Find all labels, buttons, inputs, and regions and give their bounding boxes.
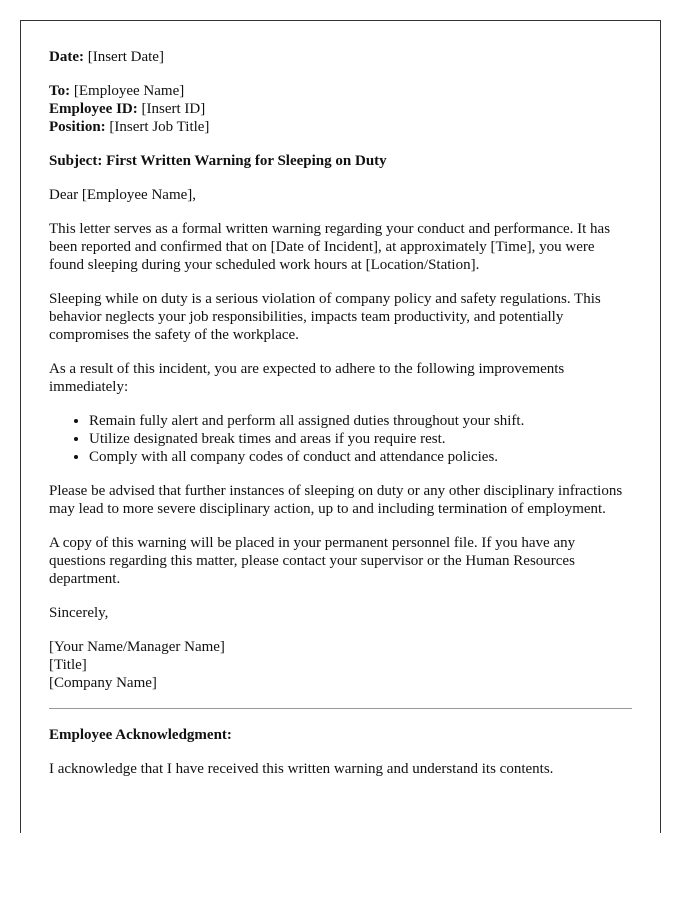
warning-letter — [20, 20, 661, 833]
paragraph-violation: Sleeping while on duty is a serious violation of company policy and safety regulations. This behavior neglects your job responsibilities, impacts team productivity, and potentially compromises the safety of the workplace. — [49, 291, 601, 343]
improvements-list — [49, 412, 632, 466]
signoff: Sincerely, — [49, 605, 109, 621]
signature-block: [Your Name/Manager Name] [Title] [Company Name] — [49, 639, 225, 691]
paragraph-incident: This letter serves as a formal written warning regarding your conduct and performance. It has been reported and confirmed that on [Date of Incident], at approximately [Time], you were found sleeping during your scheduled work hours at [Location/Station]. — [49, 221, 611, 273]
recipient-block: To: [Employee Name] Employee ID: [Insert ID] Position: [Insert Job Title] — [49, 83, 210, 135]
list-item: • Remain fully alert and perform all assigned duties throughout your shift. — [89, 412, 632, 430]
acknowledgment-text: I acknowledge that I have received this written warning and understand its contents. — [49, 761, 554, 777]
date-line: Date: [Insert Date] — [49, 49, 164, 65]
divider — [49, 708, 632, 709]
salutation: Dear [Employee Name], — [49, 187, 197, 203]
paragraph-personnel-file: A copy of this warning will be placed in your permanent personnel file. If you have any questions regarding this matter, please contact your supervisor or the Human Resources department. — [49, 535, 576, 587]
paragraph-expectations: As a result of this incident, you are expected to adhere to the following improvements immediately: — [49, 361, 565, 395]
paragraph-consequences: Please be advised that further instances of sleeping on duty or any other disciplinary infractions may lead to more severe disciplinary action, up to and including termination of employment. — [49, 483, 623, 517]
list-item: • Comply with all company codes of conduct and attendance policies. — [89, 448, 632, 466]
list-item: • Utilize designated break times and areas if you require rest. — [89, 430, 632, 448]
subject-line: Subject: First Written Warning for Sleeping on Duty — [49, 153, 387, 169]
acknowledgment-heading: Employee Acknowledgment: — [49, 727, 232, 743]
